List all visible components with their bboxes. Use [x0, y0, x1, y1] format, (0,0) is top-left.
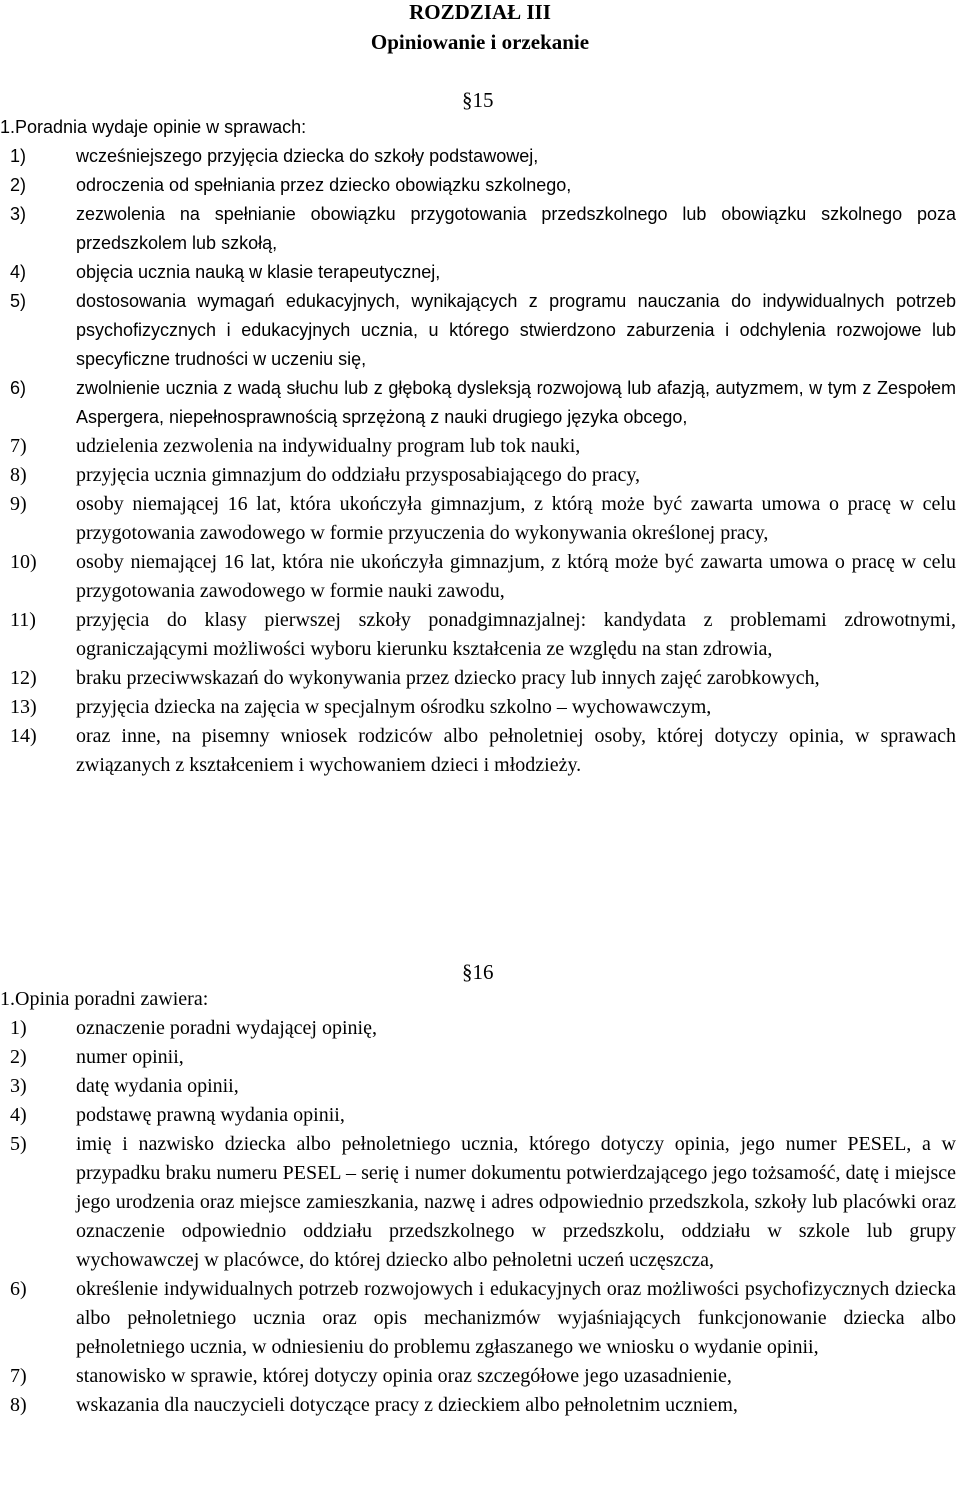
list-item-number: 3): [10, 204, 27, 224]
list-item-number: 4): [10, 262, 27, 282]
list-item-number: 4): [10, 1104, 27, 1126]
list-item-text: zwolnienie ucznia z wadą słuchu lub z głęboką dysleksją rozwojową lub afazją, autyzmem, w tym z Zespołem Aspergera, niepełnosprawnością sprzężoną z nauki drugiego języka obcego,: [76, 378, 956, 427]
chapter-subtitle: Opiniowanie i orzekanie: [370, 30, 590, 54]
section-15-list: [10, 142, 956, 780]
list-item-text: objęcia ucznia nauką w klasie terapeutycznej,: [76, 262, 441, 282]
list-item: [10, 461, 956, 490]
section-15-intro: 1.Poradnia wydaje opinie w sprawach:: [0, 117, 307, 137]
list-item: [10, 1275, 956, 1362]
list-item: [10, 1014, 956, 1043]
list-item-text: imię i nazwisko dziecka albo pełnoletniego ucznia, którego dotyczy opinia, jego numer PESEL, a w przypadku braku numeru PESEL – serię i numer dokumentu potwierdzającego jego tożsamość, datę i miejsce jego urodzenia oraz miejsce zamieszkania, nazwę i adres odpowiednio przedszkola, szkoły lub placówki oraz oznaczenie odpowiednio oddziału przedszkolnego w przedszkolu, oddziału w szkole lub grupy wychowawczej w placówce, do której dziecko albo pełnoletni uczeń uczęszcza,: [76, 1133, 956, 1271]
list-item-text: udzielenia zezwolenia na indywidualny program lub tok nauki,: [76, 435, 581, 457]
list-item-number: 8): [10, 464, 27, 486]
list-item-text: przyjęcia dziecka na zajęcia w specjalnym ośrodku szkolno – wychowawczym,: [76, 696, 712, 718]
list-item-number: 11): [10, 609, 36, 631]
chapter-title: ROZDZIAŁ III: [409, 0, 551, 24]
list-item: [10, 722, 956, 780]
list-item: [10, 287, 956, 374]
list-item: [10, 200, 956, 258]
list-item-number: 6): [10, 378, 27, 398]
list-item-text: wcześniejszego przyjęcia dziecka do szkoły podstawowej,: [76, 146, 539, 166]
list-item-number: 1): [10, 1017, 27, 1039]
section-15-number: §15: [462, 88, 494, 112]
list-item: [10, 432, 956, 461]
list-item-text: podstawę prawną wydania opinii,: [76, 1104, 345, 1126]
list-item-number: 14): [10, 725, 37, 747]
list-item-number: 2): [10, 1046, 27, 1068]
list-item-text: stanowisko w sprawie, której dotyczy opinia oraz szczegółowe jego uzasadnienie,: [76, 1365, 732, 1387]
list-item-number: 7): [10, 435, 27, 457]
list-item: [10, 1043, 956, 1072]
list-item-text: odroczenia od spełniania przez dziecko obowiązku szkolnego,: [76, 175, 572, 195]
list-item-text: określenie indywidualnych potrzeb rozwojowych i edukacyjnych oraz możliwości psychofizycznych dziecka albo pełnoletniego ucznia oraz opis mechanizmów wyjaśniających funkcjonowanie dziecka albo pełnoletniego ucznia, w odniesieniu do problemu zgłaszanego we wniosku o wydanie opinii,: [76, 1278, 956, 1358]
list-item: [10, 142, 956, 171]
list-item: [10, 171, 956, 200]
list-item-number: 7): [10, 1365, 27, 1387]
list-item: [10, 664, 956, 693]
list-item: [10, 606, 956, 664]
list-item-text: przyjęcia do klasy pierwszej szkoły ponadgimnazjalnej: kandydata z problemami zdrowotnymi, ograniczającymi możliwości wyboru kierunku kształcenia ze względu na stan zdrowia,: [76, 609, 956, 660]
list-item-number: 8): [10, 1394, 27, 1416]
list-item: [10, 693, 956, 722]
section-16-number: §16: [462, 960, 494, 984]
list-item-text: osoby niemającej 16 lat, która ukończyła gimnazjum, z którą może być zawarta umowa o pracę w celu przygotowania zawodowego w formie przyuczenia do wykonywania określonej pracy,: [76, 493, 956, 544]
list-item-number: 1): [10, 146, 27, 166]
list-item: [10, 374, 956, 432]
list-item-text: oraz inne, na pisemny wniosek rodziców albo pełnoletniej osoby, której dotyczy opinia, w sprawach związanych z kształceniem i wychowaniem dzieci i młodzieży.: [76, 725, 956, 776]
list-item: [10, 258, 956, 287]
list-item-number: 9): [10, 493, 27, 515]
list-item-number: 5): [10, 291, 27, 311]
list-item-number: 10): [10, 551, 37, 573]
section-16-list: [10, 1014, 956, 1420]
list-item-text: braku przeciwwskazań do wykonywania przez dziecko pracy lub innych zajęć zarobkowych,: [76, 667, 820, 689]
section-16-intro: 1.Opinia poradni zawiera:: [0, 988, 209, 1010]
list-item: [10, 490, 956, 548]
list-item-number: 3): [10, 1075, 27, 1097]
list-item: [10, 1130, 956, 1275]
list-item: [10, 548, 956, 606]
list-item: [10, 1391, 956, 1420]
list-item-number: 12): [10, 667, 37, 689]
list-item-number: 5): [10, 1133, 27, 1155]
list-item-text: przyjęcia ucznia gimnazjum do oddziału przysposabiającego do pracy,: [76, 464, 641, 486]
list-item-number: 6): [10, 1278, 27, 1300]
list-item-text: numer opinii,: [76, 1046, 184, 1068]
list-item: [10, 1101, 956, 1130]
list-item-number: 13): [10, 696, 37, 718]
list-item-text: dostosowania wymagań edukacyjnych, wynikających z programu nauczania do indywidualnych potrzeb psychofizycznych i edukacyjnych ucznia, u którego stwierdzono zaburzenia i odchylenia rozwojowe lub specyficzne trudności w uczeniu się,: [76, 291, 956, 369]
list-item-text: datę wydania opinii,: [76, 1075, 239, 1097]
list-item-text: wskazania dla nauczycieli dotyczące pracy z dzieckiem albo pełnoletnim uczniem,: [76, 1394, 738, 1416]
list-item-number: 2): [10, 175, 27, 195]
list-item-text: oznaczenie poradni wydającej opinię,: [76, 1017, 377, 1039]
list-item: [10, 1072, 956, 1101]
list-item-text: osoby niemającej 16 lat, która nie ukończyła gimnazjum, z którą może być zawarta umowa o pracę w celu przygotowania zawodowego w formie nauki zawodu,: [76, 551, 956, 602]
list-item: [10, 1362, 956, 1391]
list-item-text: zezwolenia na spełnianie obowiązku przygotowania przedszkolnego lub obowiązku szkolnego poza przedszkolem lub szkołą,: [76, 204, 956, 253]
